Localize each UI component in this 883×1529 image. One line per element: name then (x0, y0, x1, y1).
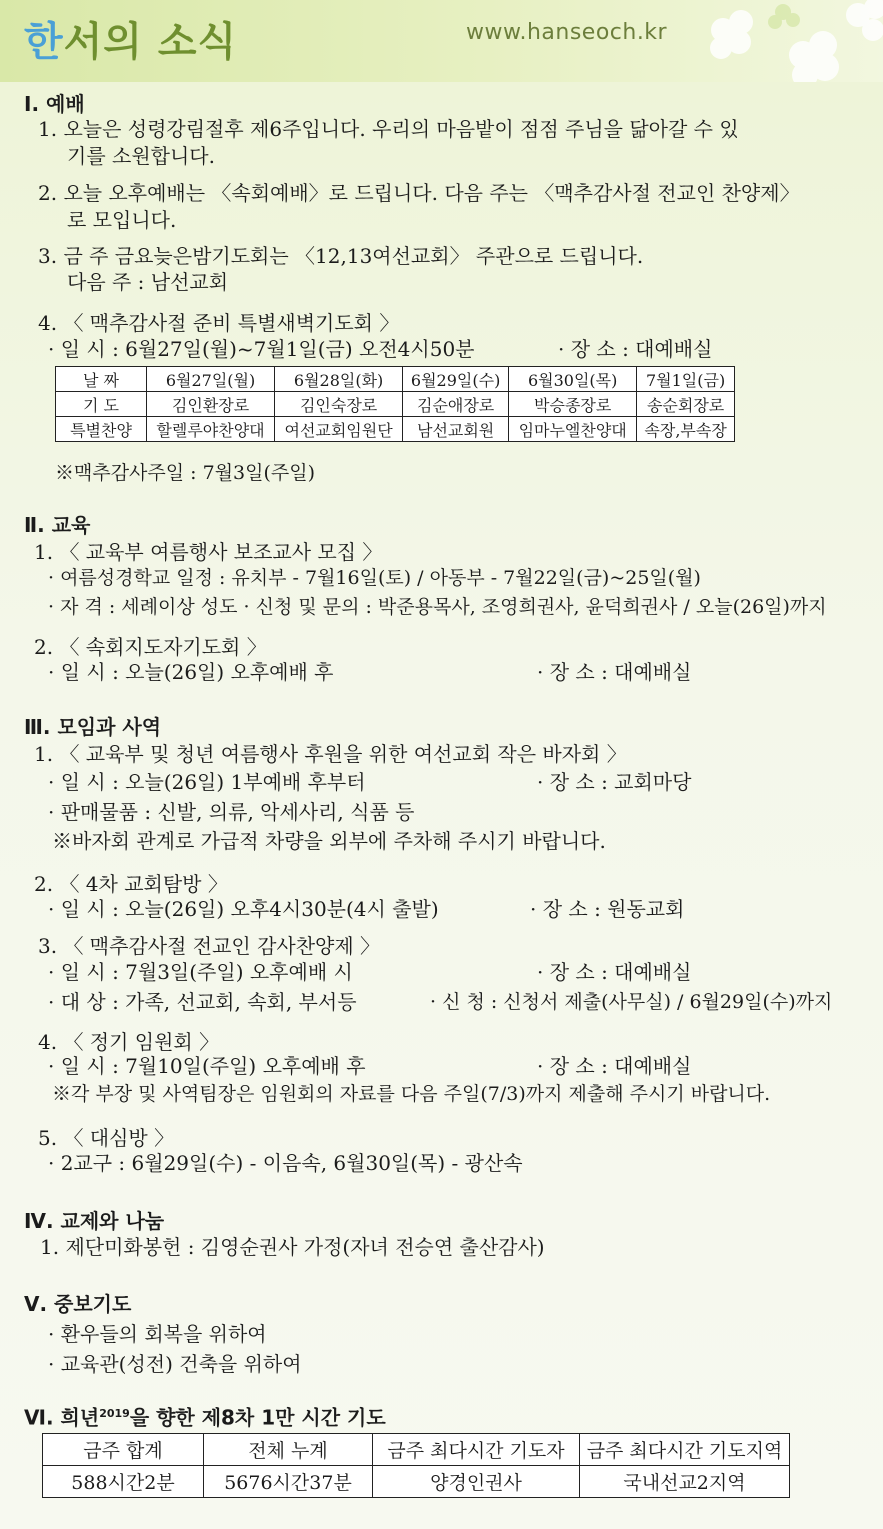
ministry-item-4-place: · 장 소 : 대예배실 (537, 1054, 692, 1078)
worship-item-1-line-2: 기를 소원합니다. (67, 144, 215, 168)
table-cell: 7월1일(금) (637, 367, 735, 392)
ministry-item-2-place: · 장 소 : 원동교회 (530, 897, 685, 921)
table-cell: 임마누엘찬양대 (509, 417, 637, 442)
ministry-item-1-note: ※바자회 관계로 가급적 차량을 외부에 주차해 주시기 바랍니다. (52, 829, 606, 853)
section-education-heading: Ⅱ. 교육 (24, 513, 91, 537)
table-cell: 할렐루야찬양대 (147, 417, 275, 442)
table-cell: 김순애장로 (403, 392, 509, 417)
education-item-1-schedule: · 여름성경학교 일정 : 유치부 - 7월16일(토) / 아동부 - 7월22일(금)~25일(월) (48, 567, 701, 589)
clover-decoration-icon (683, 0, 883, 82)
table-row (43, 1434, 790, 1466)
intercession-line-1: · 환우들의 회복을 위하여 (48, 1322, 267, 1346)
thanksgiving-sunday-note: ※맥추감사주일 : 7월3일(주일) (55, 462, 316, 484)
table-cell: 기 도 (56, 392, 147, 417)
ministry-item-4-date: · 일 시 : 7월10일(주일) 오후예배 후 (48, 1054, 366, 1078)
education-item-2-title: 2. 〈 속회지도자기도회 〉 (34, 635, 267, 659)
header-banner (0, 0, 883, 82)
table-cell: 속장,부속장 (637, 417, 735, 442)
table-cell: 박승종장로 (509, 392, 637, 417)
table-cell: 특별찬양 (56, 417, 147, 442)
ministry-item-1-place: · 장 소 : 교회마당 (537, 770, 692, 794)
table-cell: 6월30일(목) (509, 367, 637, 392)
education-item-1-qualification: · 자 격 : 세례이상 성도 · 신청 및 문의 : 박준용목사, 조영희권사, 윤덕희권사 / 오늘(26일)까지 (48, 596, 827, 618)
table-cell: 588시간2분 (43, 1466, 204, 1498)
ministry-item-1-items: · 판매물품 : 신발, 의류, 악세사리, 식품 등 (48, 800, 415, 824)
ministry-item-3-date: · 일 시 : 7월3일(주일) 오후예배 시 (48, 960, 353, 984)
ministry-item-5-title: 5. 〈 대심방 〉 (38, 1126, 175, 1150)
ministry-item-1-title: 1. 〈 교육부 및 청년 여름행사 후원을 위한 여선교회 작은 바자회 〉 (34, 742, 627, 766)
table-cell: 송순회장로 (637, 392, 735, 417)
ministry-item-5-line-1: · 2교구 : 6월29일(수) - 이음속, 6월30일(목) - 광산속 (48, 1151, 523, 1175)
table-row (56, 392, 735, 417)
prayer-hours-table (42, 1433, 790, 1498)
table-header-cell: 금주 합계 (43, 1434, 204, 1466)
website-url[interactable]: www.hanseoch.kr (466, 20, 668, 45)
table-cell: 남선교회원 (403, 417, 509, 442)
ministry-item-1-date: · 일 시 : 오늘(26일) 1부예배 후부터 (48, 770, 366, 794)
ministry-item-3-target: · 대 상 : 가족, 선교회, 속회, 부서등 (48, 990, 357, 1014)
education-item-1-title: 1. 〈 교육부 여름행사 보조교사 모집 〉 (34, 540, 383, 564)
worship-item-1-line-1: 1. 오늘은 성령강림절후 제6주입니다. 우리의 마음밭이 점점 주님을 닮아갈 수 있 (38, 117, 739, 141)
worship-item-4-date: · 일 시 : 6월27일(월)~7월1일(금) 오전4시50분 (48, 337, 475, 361)
table-cell: 5676시간37분 (204, 1466, 373, 1498)
intercession-line-2: · 교육관(성전) 건축을 위하여 (48, 1352, 302, 1376)
table-cell: 6월28일(화) (275, 367, 403, 392)
section-worship-heading: Ⅰ. 예배 (24, 92, 85, 116)
ministry-item-3-apply: · 신 청 : 신청서 제출(사무실) / 6월29일(수)까지 (430, 991, 833, 1013)
worship-item-2-line-1: 2. 오늘 오후예배는 〈속회예배〉로 드립니다. 다음 주는 〈맥추감사절 전교인 찬양제〉 (38, 181, 800, 205)
table-cell: 국내선교2지역 (580, 1466, 790, 1498)
worship-item-3-line-2: 다음 주 : 남선교회 (67, 270, 229, 294)
fellowship-item-1: 1. 제단미화봉헌 : 김영순권사 가정(자녀 전승연 출산감사) (40, 1235, 545, 1259)
table-row (56, 367, 735, 392)
worship-item-3-line-1: 3. 금 주 금요늦은밤기도회는 〈12,13여선교회〉 주관으로 드립니다. (38, 244, 644, 268)
table-row (56, 417, 735, 442)
ministry-item-3-place: · 장 소 : 대예배실 (537, 960, 692, 984)
ministry-item-2-date: · 일 시 : 오늘(26일) 오후4시30분(4시 출발) (48, 897, 439, 921)
education-item-2-date: · 일 시 : 오늘(26일) 오후예배 후 (48, 660, 334, 684)
table-row (43, 1466, 790, 1498)
table-header-cell: 금주 최다시간 기도자 (373, 1434, 580, 1466)
section-intercession-heading: Ⅴ. 중보기도 (24, 1292, 132, 1316)
ministry-item-4-title: 4. 〈 정기 임원회 〉 (38, 1030, 220, 1054)
ministry-item-3-title: 3. 〈 맥추감사절 전교인 감사찬양제 〉 (38, 934, 381, 958)
education-item-2-place: · 장 소 : 대예배실 (537, 660, 692, 684)
worship-item-4-place: · 장 소 : 대예배실 (558, 337, 713, 361)
table-cell: 양경인권사 (373, 1466, 580, 1498)
ministry-item-2-title: 2. 〈 4차 교회탐방 〉 (34, 872, 228, 896)
ministry-item-4-note: ※각 부장 및 사역팀장은 임원회의 자료를 다음 주일(7/3)까지 제출해 주시기 바랍니다. (52, 1083, 771, 1105)
table-cell: 날 짜 (56, 367, 147, 392)
newsletter-title: 한서의 소식 (24, 19, 238, 65)
dawn-prayer-schedule-table (55, 366, 735, 442)
section-prayer-hours-heading: Ⅵ. 희년$^{2019}$을 향한 제8차 1만 시간 기도 (24, 1405, 386, 1430)
worship-item-4-title: 4. 〈 맥추감사절 준비 특별새벽기도회 〉 (38, 311, 400, 335)
table-cell: 여선교회임원단 (275, 417, 403, 442)
table-header-cell: 금주 최다시간 기도지역 (580, 1434, 790, 1466)
table-header-cell: 전체 누계 (204, 1434, 373, 1466)
table-cell: 김인환장로 (147, 392, 275, 417)
table-cell: 6월29일(수) (403, 367, 509, 392)
table-cell: 6월27일(월) (147, 367, 275, 392)
section-ministry-heading: Ⅲ. 모임과 사역 (24, 715, 162, 739)
worship-item-2-line-2: 로 모입니다. (67, 208, 177, 232)
section-fellowship-heading: Ⅳ. 교제와 나눔 (24, 1209, 165, 1233)
table-cell: 김인숙장로 (275, 392, 403, 417)
